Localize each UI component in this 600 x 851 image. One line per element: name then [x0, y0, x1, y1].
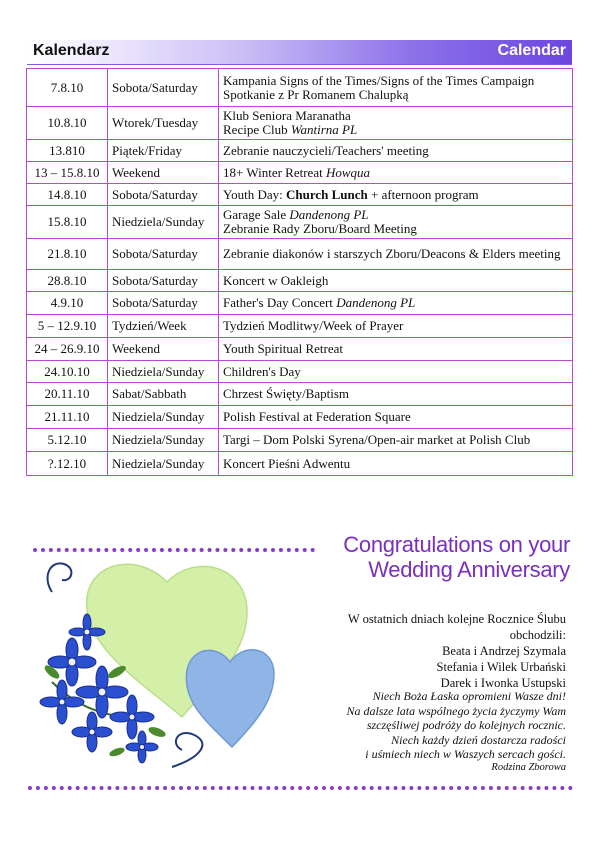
table-row [27, 292, 573, 315]
table-row [27, 452, 573, 476]
event-line: Spotkanie z Pr Romanem Chalupką [223, 86, 409, 102]
event-text: 18+ Winter Retreat [223, 164, 326, 180]
event-line: Zebranie Rady Zboru/Board Meeting [223, 221, 417, 236]
leaf-icon [147, 725, 167, 739]
date-cell: 21.11.10 [27, 406, 108, 429]
event-cell [219, 292, 573, 315]
day-cell: Sabat/Sabbath [108, 383, 219, 406]
event-highlight: Church Lunch [285, 186, 368, 202]
date-cell: 24.10.10 [27, 361, 108, 383]
day-cell: Weekend [108, 162, 219, 184]
date-cell: 7.8.10 [27, 69, 108, 107]
table-row [27, 383, 573, 406]
day-cell: Weekend [108, 338, 219, 361]
date-cell: 5 – 12.9.10 [27, 315, 108, 338]
table-row [27, 406, 573, 429]
event-location: Wantirna PL [290, 122, 358, 137]
leaf-icon [108, 746, 125, 758]
date-cell: 5.12.10 [27, 429, 108, 452]
table-row [27, 429, 573, 452]
event-text: + afternoon program [367, 186, 479, 202]
blessing-text [300, 689, 566, 762]
blessing-line: i uśmiech niech w Waszych sercach gości. [365, 747, 566, 761]
calendar-table [26, 68, 573, 476]
event-cell [219, 107, 573, 140]
intro-line: obchodzili: [509, 628, 566, 642]
event-cell: Koncert Pieśni Adwentu [219, 452, 573, 476]
date-cell: 15.8.10 [27, 206, 108, 239]
blessing-line: Niech Boża Łaska opromieni Wasze dni! [372, 689, 566, 703]
congrats-title-line2: Wedding Anniversary [368, 557, 570, 582]
congrats-heading [316, 532, 570, 582]
event-cell: Targi – Dom Polski Syrena/Open-air market at Polish Club [219, 429, 573, 452]
table-row [27, 69, 573, 107]
event-cell [219, 206, 573, 239]
flower-icon [72, 712, 112, 752]
blessing-line: Niech każdy dzień dostarcza radości [391, 732, 566, 747]
date-cell: 28.8.10 [27, 270, 108, 292]
day-cell: Sobota/Saturday [108, 270, 219, 292]
table-row [27, 162, 573, 184]
event-location: Howqua [325, 164, 371, 180]
blessing-line: Na dalsze lata wspólnego życia życzymy Wam [346, 703, 566, 718]
day-cell: Tydzień/Week [108, 315, 219, 338]
table-row [27, 140, 573, 162]
day-cell: Piątek/Friday [108, 140, 219, 162]
blue-heart-icon [186, 650, 274, 747]
date-cell: 14.8.10 [27, 184, 108, 206]
event-cell: Chrzest Święty/Baptism [219, 383, 573, 406]
date-cell: 4.9.10 [27, 292, 108, 315]
blessing-line: szczęśliwej podróży do kolejnych rocznic. [366, 718, 566, 732]
vine-icon [172, 733, 202, 767]
event-cell: Koncert w Oakleigh [219, 270, 573, 292]
day-cell: Niedziela/Sunday [108, 452, 219, 476]
day-cell: Sobota/Saturday [108, 292, 219, 315]
day-cell: Niedziela/Sunday [108, 406, 219, 429]
couple-name: Beata i Andrzej Szymala [442, 644, 566, 658]
day-cell: Niedziela/Sunday [108, 361, 219, 383]
date-cell: 10.8.10 [27, 107, 108, 140]
event-cell: Children's Day [219, 361, 573, 383]
table-row [27, 184, 573, 206]
event-text: Garage Sale [223, 207, 290, 222]
dotted-divider-bottom [28, 786, 573, 790]
congrats-title-line1: Congratulations on your [343, 532, 570, 557]
table-row [27, 315, 573, 338]
event-cell [219, 184, 573, 206]
hearts-and-flowers-illustration [32, 552, 302, 777]
flower-icon [110, 695, 154, 739]
event-cell: Youth Spiritual Retreat [219, 338, 573, 361]
event-location: Dandenong PL [336, 295, 416, 310]
date-cell: 13 – 15.8.10 [27, 162, 108, 184]
event-location: Dandenong PL [289, 207, 369, 222]
flower-icon [40, 680, 84, 724]
couple-name: Stefania i Wilek Urbański [436, 660, 566, 674]
date-cell: 13.810 [27, 140, 108, 162]
signature: Rodzina Zborowa [491, 762, 566, 773]
event-line: Klub Seniora Maranatha [223, 108, 351, 123]
vine-icon [48, 563, 72, 592]
anniversary-text [300, 611, 566, 691]
event-line: Recipe Club [223, 122, 291, 137]
section-header [27, 40, 572, 65]
day-cell: Niedziela/Sunday [108, 429, 219, 452]
header-title-english: Calendar [497, 42, 566, 59]
table-row [27, 361, 573, 383]
event-cell: Zebranie diakonów i starszych Zboru/Deacons & Elders meeting [219, 239, 573, 270]
day-cell: Sobota/Saturday [108, 184, 219, 206]
event-cell [219, 69, 573, 107]
event-text: Youth Day: [223, 186, 286, 202]
table-row [27, 338, 573, 361]
date-cell: 20.11.10 [27, 383, 108, 406]
table-row [27, 239, 573, 270]
date-cell: 24 – 26.9.10 [27, 338, 108, 361]
day-cell: Sobota/Saturday [108, 239, 219, 270]
couple-name: Darek i Iwonka Ustupski [440, 676, 566, 690]
table-row [27, 270, 573, 292]
event-text: Father's Day Concert [223, 295, 337, 310]
event-cell: Polish Festival at Federation Square [219, 406, 573, 429]
date-cell: 21.8.10 [27, 239, 108, 270]
date-cell: ?.12.10 [27, 452, 108, 476]
day-cell: Niedziela/Sunday [108, 206, 219, 239]
day-cell: Sobota/Saturday [108, 69, 219, 107]
header-title-polish: Kalendarz [33, 42, 110, 59]
event-cell: Tydzień Modlitwy/Week of Prayer [219, 315, 573, 338]
day-cell: Wtorek/Tuesday [108, 107, 219, 140]
table-row [27, 206, 573, 239]
event-line: Kampania Signs of the Times/Signs of the Times Campaign [223, 72, 535, 88]
event-cell [219, 162, 573, 184]
intro-line: W ostatnich dniach kolejne Rocznice Ślubu [347, 612, 566, 626]
event-cell: Zebranie nauczycieli/Teachers' meeting [219, 140, 573, 162]
table-row [27, 107, 573, 140]
